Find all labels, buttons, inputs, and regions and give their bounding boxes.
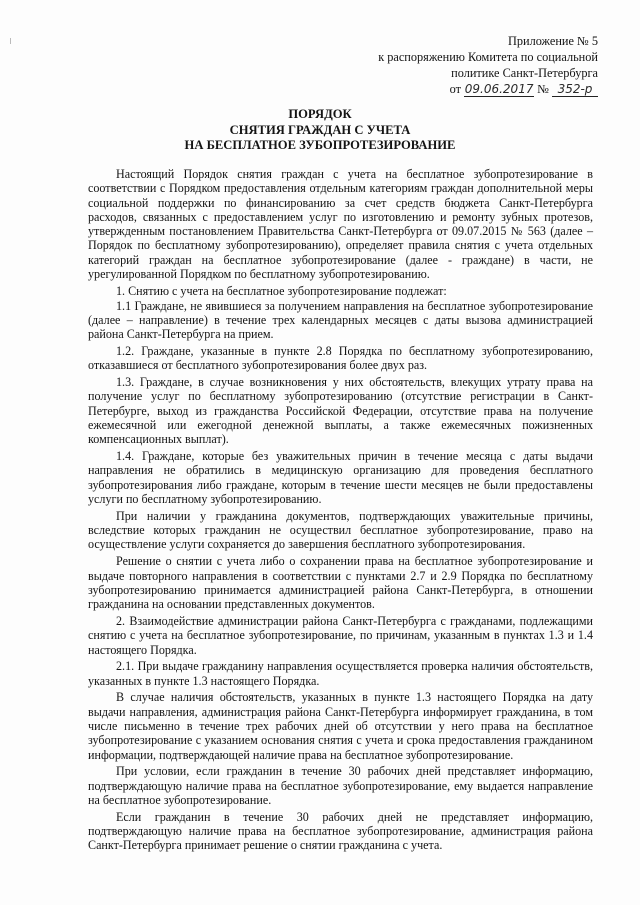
document-body <box>88 167 593 855</box>
title-line-3: НА БЕСПЛАТНОЕ ЗУБОПРОТЕЗИРОВАНИЕ <box>184 138 456 152</box>
paragraph-valid-reasons: При наличии у гражданина документов, подтверждающих уважительные причины, вследствие которых гражданин не осуществил бесплатное зубопротезирование, право на осуществление услуги сохраняется до завершения бесплатного зубопротезирования. <box>88 508 593 552</box>
paragraph-notification: В случае наличия обстоятельств, указанных в пункте 1.3 настоящего Порядка на дату выдачи направления, администрация района Санкт-Петербурга информирует гражданина, в том числе письменно в течение трех рабочих дней об отсутствии у него права на бесплатное зубопротезирование с указанием основания снятия с учета и срока предоставления гражданином информации, подтверждающей наличие права на бесплатное зубопротезирование. <box>88 690 593 762</box>
handwritten-date: 09.06.2017 <box>464 82 534 96</box>
appendix-title: Приложение № 5 <box>507 34 598 48</box>
decree-date-number <box>378 81 598 97</box>
paragraph-2-1: 2.1. При выдаче гражданину направления осуществляется проверка наличия обстоятельств, указанных в пункте 1.3 настоящего Порядка. <box>88 659 593 688</box>
paragraph-30-days-provided: При условии, если гражданин в течение 30 рабочих дней представляет информацию, подтверждающую наличие права на бесплатное зубопротезирование, ему выдается направление на бесплатное зубопротезирование. <box>88 764 593 807</box>
paragraph-1-2: 1.2. Граждане, указанные в пункте 2.8 Порядка по бесплатному зубопротезированию, отказавшиеся от бесплатного зубопротезирования более двух раз. <box>88 344 593 373</box>
paragraph-1-4: 1.4. Граждане, которые без уважительных причин в течение месяца с даты выдачи направления не обратились в медицинскую организацию для проведения бесплатного зубопротезирования либо граждане, которым в течение шести месяцев не были предоставлены услуги по бесплатному зубопротезированию. <box>88 449 593 507</box>
appendix-header <box>378 33 598 97</box>
title-line-2: СНЯТИЯ ГРАЖДАН С УЧЕТА <box>229 122 411 137</box>
handwritten-number: 352-р <box>552 82 598 97</box>
document-title <box>0 107 640 154</box>
paragraph-decision: Решение о снятии с учета либо о сохранении права на бесплатное зубопротезирование и выдаче повторного направления в соответствии с пунктами 2.7 и 2.9 Порядка по бесплатному зубопротезированию принимается администрацией района Санкт-Петербурга, в отношении гражданина на основании представленных документов. <box>88 554 593 612</box>
paragraph-1-3: 1.3. Граждане, в случае возникновения у них обстоятельств, влекущих утрату права на получение услуг по бесплатному зубопротезированию (отсутствие регистрации в Санкт-Петербурге, выход из гражданства Российской Федерации, отсутствие права на получение ежемесячной или ежегодной денежной выплаты, а также ежемесячных пожизненных компенсационных выплат). <box>88 375 593 447</box>
scan-artifact <box>10 38 11 44</box>
paragraph-1: 1. Снятию с учета на бесплатное зубопротезирование подлежат: <box>116 283 447 298</box>
appendix-order-reference: к распоряжению Комитета по социальной <box>378 50 598 64</box>
paragraph-2: 2. Взаимодействие администрации района Санкт-Петербурга с гражданами, подлежащими снятию с учета на бесплатное зубопротезирование, по причинам, указанным в пунктах 1.3 и 1.4 настоящего Порядка. <box>88 613 593 657</box>
appendix-committee: политике Санкт-Петербурга <box>451 66 598 80</box>
from-label: от <box>449 82 462 96</box>
paragraph-30-days-not-provided: Если гражданин в течение 30 рабочих дней не представляет информацию, подтверждающую наличие права на бесплатное зубопротезирование, администрация района Санкт-Петербурга принимает решение о снятии гражданина с учета. <box>88 809 593 853</box>
number-label: № <box>537 82 549 96</box>
paragraph-1-1: 1.1 Граждане, не явившиеся за получением направления на бесплатное зубопротезирование (далее – направление) в течение трех календарных месяцев с даты вызова администрацией района Санкт-Петербурга на прием. <box>88 298 593 342</box>
paragraph-intro: Настоящий Порядок снятия граждан с учета на бесплатное зубопротезирование в соответствии с Порядком предоставления отдельным категориям граждан дополнительной меры социальной поддержки по финансированию за счет средств бюджета Санкт-Петербурга расходов, связанных с предоставлением услуг по изготовлению и ремонту зубных протезов, утвержденным постановлением Правительства Санкт-Петербурга от 09.07.2015 № 563 (далее – Порядок по бесплатному зубопротезированию), определяет правила снятия с учета отдельных категорий граждан на бесплатное зубопротезирование (далее - граждане) в части, не урегулированной Порядком по бесплатному зубопротезированию. <box>88 167 593 282</box>
title-line-1: ПОРЯДОК <box>288 107 352 121</box>
